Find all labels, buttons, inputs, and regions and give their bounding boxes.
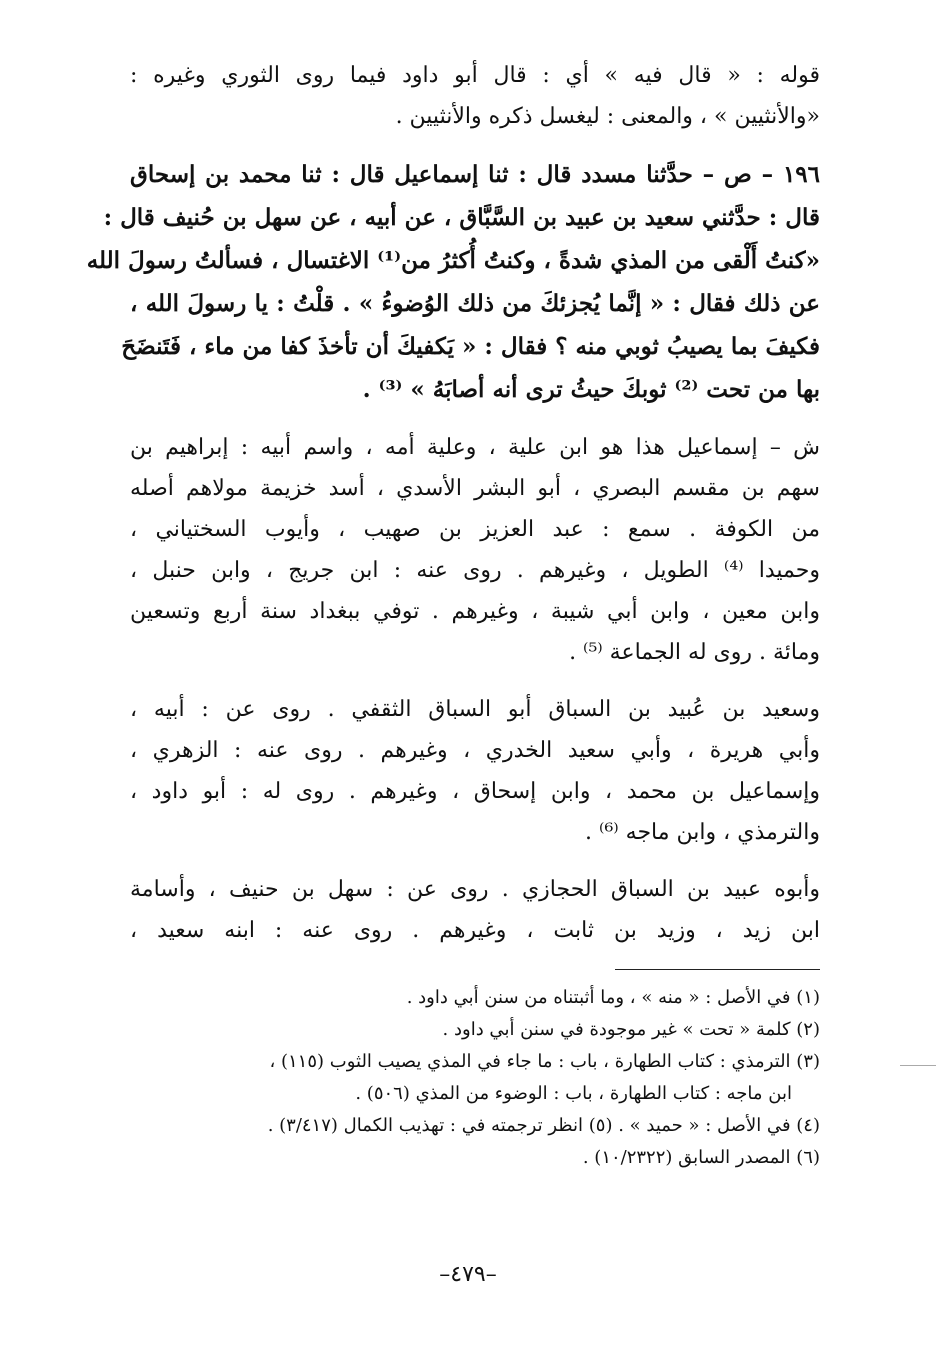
text-line: قوله : « قال فيه » أي : قال أبو داود فيما روى الثوري وغيره : (130, 63, 820, 88)
text-line: ١٩٦ – ص – حدَّثنا مسدد قال : ثنا إسماعيل قال : ثنا محمد بن إسحاق (130, 161, 820, 188)
footnote: (١) في الأصل : « منه » ، وما أثبتناه من سنن أبي داود . (406, 987, 820, 1008)
text-line: ومائة . روى له الجماعة ⁽⁵⁾ . (569, 640, 820, 665)
page-number: –٤٧٩– (439, 1262, 497, 1287)
commentary-paragraph-3 (130, 869, 820, 951)
text-line: ش – إسماعيل هذا هو ابن علية ، وعلية أمه ، واسم أبيه : إبراهيم بن (130, 435, 820, 460)
text-line: وأبي هريرة ، وأبي سعيد الخدري ، وغيرهم . روى عنه : الزهري ، (130, 738, 820, 763)
text-line: فكيفَ بما يصيبُ ثوبي منه ؟ فقال : « يَكفيكَ أن تأخذَ كفا من ماء ، فَتَنضَحَ (121, 333, 820, 360)
page-body (86, 55, 821, 1174)
text-line: من الكوفة . سمع : عبد العزيز بن صهيب ، وأيوب السختياني ، (130, 517, 820, 542)
text-line: ابن زيد ، وزيد بن ثابت ، وغيرهم . روى عنه : ابنه سعيد ، (130, 918, 820, 943)
commentary-paragraph-1 (130, 427, 820, 673)
footnote: (٢) كلمة « تحت » غير موجودة في سنن أبي داود . (442, 1019, 820, 1040)
intro-paragraph (130, 55, 820, 137)
text-line: وسعيد بن عُبيد بن السباق أبو السباق الثقفي . روى عن : أبيه ، (130, 697, 820, 722)
text-line: عن ذلك فقال : « إنَّما يُجزئكَ من ذلك الوُضوءُ » . قلْتُ : يا رسولَ الله ، (130, 290, 820, 317)
text-line: «والأنثيين » ، والمعنى : ليغسل ذكره والأنثيين . (395, 104, 820, 129)
footnote-separator (615, 969, 820, 970)
text-line: وأبوه عبيد بن السباق الحجازي . روى عن : سهل بن حنيف ، وأسامة (130, 877, 820, 902)
footnotes (130, 982, 820, 1174)
text-line: وإسماعيل بن محمد ، وابن إسحاق ، وغيرهم . روى له : أبو داود ، (130, 779, 820, 804)
hadith-text (86, 153, 820, 411)
text-line: سهم بن مقسم البصري ، أبو البشر الأسدي ، أسد خزيمة مولاهم أصله (130, 476, 820, 501)
commentary-paragraph-2 (130, 689, 820, 853)
text-line: بها من تحت ⁽²⁾ ثوبكَ حيثُ ترى أنه أصابَهُ » ⁽³⁾ . (362, 376, 820, 403)
footnote: (٤) في الأصل : « حميد » . (٥) انظر ترجمته في : تهذيب الكمال (٣/٤١٧) . (267, 1115, 820, 1136)
footnote: (٦) المصدر السابق (١٠/٢٣٢٢) . (582, 1147, 820, 1168)
text-line: وابن معين ، وابن أبي شيبة ، وغيرهم . توفي ببغداد سنة أربع وتسعين (130, 599, 820, 624)
text-line: وحميدا ⁽⁴⁾ الطويل ، وغيرهم . روى عنه : ابن جريج ، وابن حنبل ، (130, 558, 821, 583)
text-line: «كنتُ أَلْقى من المذي شدةً ، وكنتُ أُكثرُ من⁽¹⁾ الاغتسال ، فسألتُ رسولَ الله (86, 247, 820, 274)
footnote: (٣) الترمذي : كتاب الطهارة ، باب : ما جاء في المذي يصيب الثوب (١١٥) ، (269, 1051, 820, 1072)
footnote: ابن ماجه : كتاب الطهارة ، باب : الوضوء من المذي (٥٠٦) . (355, 1083, 792, 1104)
margin-mark (900, 1065, 936, 1066)
text-line: والترمذي ، وابن ماجه ⁽⁶⁾ . (585, 820, 820, 845)
text-line: قال : حدَّثني سعيد بن عبيد بن السَّبَّاق ، عن أبيه ، عن سهل بن حُنيف قال : (103, 204, 820, 231)
